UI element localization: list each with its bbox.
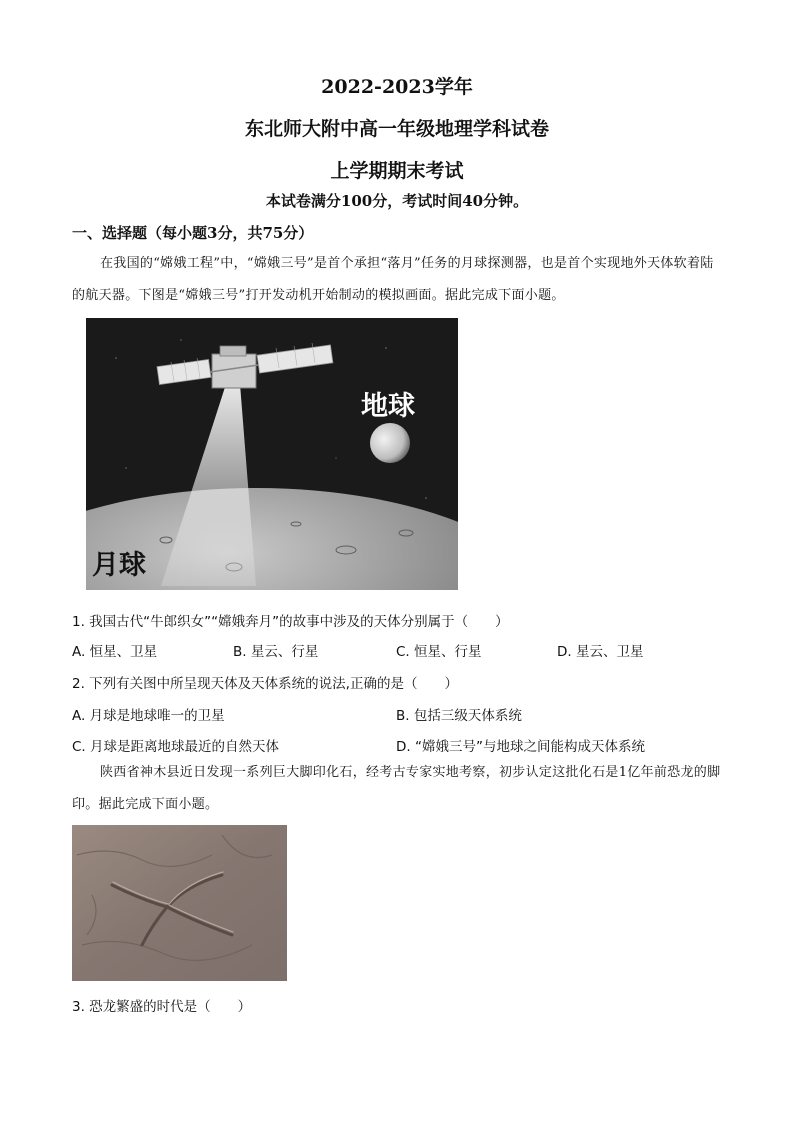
q1-option-d: D. 星云、卫星 (557, 644, 644, 660)
q2-option-b: B. 包括三级天体系统 (396, 708, 522, 724)
figure-change3-braking (86, 318, 458, 590)
q2-option-a: A. 月球是地球唯一的卫星 (72, 708, 225, 724)
figure-dinosaur-footprint (72, 825, 287, 981)
q1-option-c: C. 恒星、行星 (396, 644, 482, 660)
moon-label: 月球 (92, 550, 146, 581)
rock-surface (72, 825, 287, 981)
earth-label: 地球 (361, 391, 415, 422)
question-1: 1. 我国古代“牛郎织女”“嫦娥奔月”的故事中涉及的天体分别属于（ ） (72, 614, 509, 630)
question-2: 2. 下列有关图中所呈现天体及天体系统的说法,正确的是（ ） (72, 676, 458, 692)
exam-info: 本试卷满分100分，考试时间40分钟。 (265, 192, 529, 210)
q2-option-c: C. 月球是距离地球最近的自然天体 (72, 739, 280, 755)
question-3: 3. 恐龙繁盛的时代是（ ） (72, 999, 252, 1015)
earth (370, 423, 410, 463)
q1-option-a: A. 恒星、卫星 (72, 644, 158, 660)
exam-school-title: 东北师大附中高一年级地理学科试卷 (244, 118, 549, 140)
section-title: 一、选择题（每小题3分，共75分） (72, 224, 314, 242)
q1-option-b: B. 星云、行星 (233, 644, 319, 660)
passage-1: 在我国的“嫦娥工程”中，“嫦娥三号”是首个承担“落月”任务的月球探测器，也是首个实现地外天体软着陆的航天器。下图是“嫦娥三号”打开发动机开始制动的模拟画面。据此完成下面小题。 (72, 256, 714, 303)
passage-2: 陕西省神木县近日发现一系列巨大脚印化石，经考古专家实地考察，初步认定这批化石是1亿年前恐龙的脚印。据此完成下面小题。 (72, 765, 721, 812)
exam-year: 2022-2023学年 (321, 76, 473, 98)
q2-option-d: D. “嫦娥三号”与地球之间能构成天体系统 (396, 739, 645, 755)
exam-name: 上学期期末考试 (330, 160, 464, 182)
